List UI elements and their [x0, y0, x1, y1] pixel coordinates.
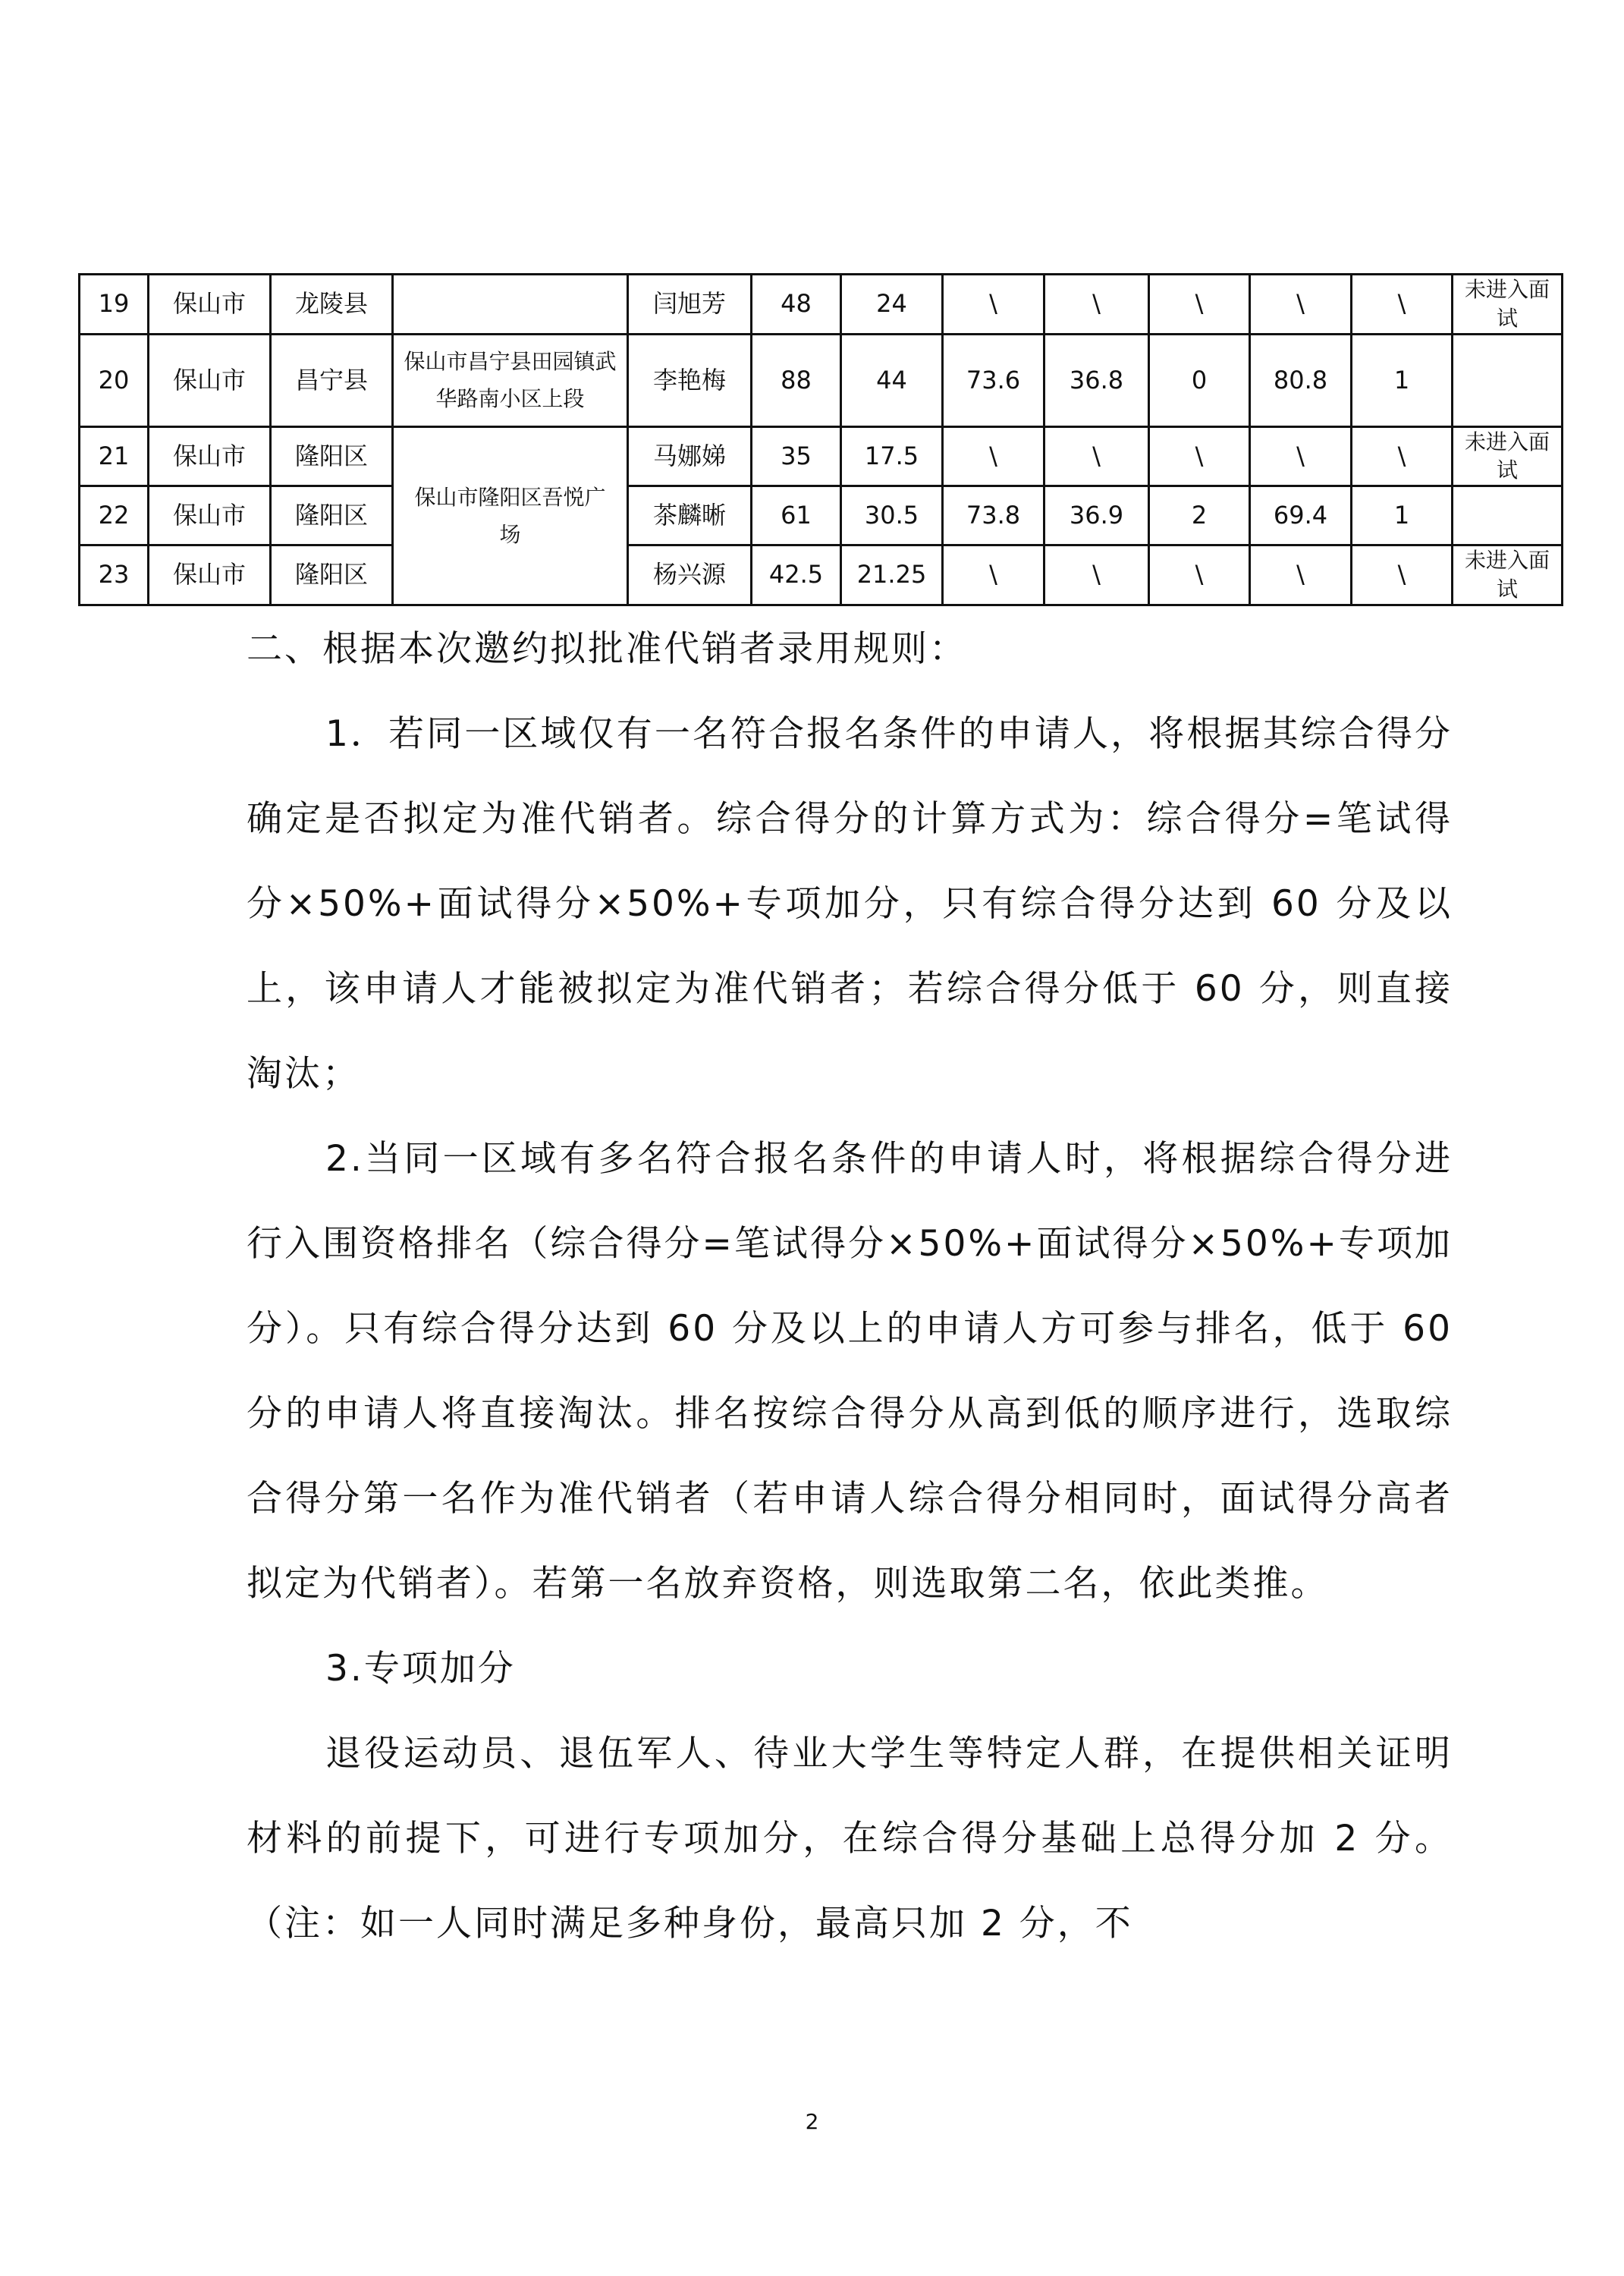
cell-total: \ [1250, 545, 1352, 605]
cell-no: 20 [80, 334, 149, 426]
cell-bonus: \ [1149, 275, 1250, 335]
cell-written: 42.5 [752, 545, 841, 605]
cell-written: 88 [752, 334, 841, 426]
cell-written: 35 [752, 426, 841, 486]
cell-remark: 未进入面试 [1453, 426, 1563, 486]
cell-no: 22 [80, 486, 149, 545]
cell-city: 保山市 [149, 486, 271, 545]
cell-address: 保山市昌宁县田园镇武华路南小区上段 [393, 334, 628, 426]
cell-written-50: 17.5 [841, 426, 943, 486]
cell-remark: 未进入面试 [1453, 275, 1563, 335]
cell-no: 21 [80, 426, 149, 486]
cell-total: \ [1250, 275, 1352, 335]
cell-written: 61 [752, 486, 841, 545]
cell-bonus: 2 [1149, 486, 1250, 545]
cell-written-50: 24 [841, 275, 943, 335]
table-row [80, 486, 1563, 545]
document-body [247, 607, 1453, 1966]
cell-written: 48 [752, 275, 841, 335]
cell-county: 隆阳区 [271, 426, 393, 486]
page-number: 2 [805, 2109, 819, 2134]
cell-interview: \ [943, 275, 1044, 335]
table-row [80, 275, 1563, 335]
table-row [80, 545, 1563, 605]
cell-name: 茶麟晰 [628, 486, 752, 545]
cell-county: 隆阳区 [271, 545, 393, 605]
cell-rank: \ [1352, 275, 1453, 335]
rule-3-title: 3.专项加分 [325, 1648, 516, 1690]
rule-paragraph-2: 2.当同一区域有多名符合报名条件的申请人时，将根据综合得分进行入围资格排名（综合得分=笔试得分×50%+面试得分×50%+专项加分）。只有综合得分达到 60 分及以上的申请人方可参与排名，低于 60 分的申请人将直接淘汰。排名按综合得分从高到低的顺序进行，选取综合得分第一名作为准代销者（若申请人综合得分相同时，面试得分高者拟定为代销者）。若第一名放弃资格，则选取第二名，依此类推。 [247, 1138, 1453, 1605]
cell-no: 19 [80, 275, 149, 335]
cell-interview-50: 36.9 [1044, 486, 1149, 545]
section-heading: 二、根据本次邀约拟批准代销者录用规则： [247, 628, 967, 670]
cell-bonus: \ [1149, 545, 1250, 605]
cell-written-50: 21.25 [841, 545, 943, 605]
cell-interview-50: \ [1044, 275, 1149, 335]
rule-paragraph-3: 退役运动员、退伍军人、待业大学生等特定人群，在提供相关证明材料的前提下，可进行专项加分，在综合得分基础上总得分加 2 分。（注：如一人同时满足多种身份，最高只加 2 分，不 [247, 1733, 1453, 1944]
cell-bonus: \ [1149, 426, 1250, 486]
results-table [78, 273, 1563, 606]
cell-name: 马娜娣 [628, 426, 752, 486]
cell-county: 隆阳区 [271, 486, 393, 545]
cell-remark [1453, 486, 1563, 545]
cell-name: 杨兴源 [628, 545, 752, 605]
cell-written-50: 44 [841, 334, 943, 426]
cell-remark: 未进入面试 [1453, 545, 1563, 605]
cell-rank: 1 [1352, 334, 1453, 426]
cell-county: 昌宁县 [271, 334, 393, 426]
cell-rank: \ [1352, 545, 1453, 605]
cell-city: 保山市 [149, 275, 271, 335]
cell-city: 保山市 [149, 545, 271, 605]
cell-bonus: 0 [1149, 334, 1250, 426]
cell-name: 闫旭芳 [628, 275, 752, 335]
rule-paragraph-1: 1．若同一区域仅有一名符合报名条件的申请人，将根据其综合得分确定是否拟定为准代销者。综合得分的计算方式为：综合得分=笔试得分×50%+面试得分×50%+专项加分，只有综合得分达到 60 分及以上，该申请人才能被拟定为准代销者；若综合得分低于 60 分，则直接淘汰； [247, 713, 1453, 1095]
cell-interview-50: \ [1044, 545, 1149, 605]
cell-county: 龙陵县 [271, 275, 393, 335]
cell-interview-50: \ [1044, 426, 1149, 486]
cell-interview: 73.8 [943, 486, 1044, 545]
cell-interview-50: 36.8 [1044, 334, 1149, 426]
cell-interview: \ [943, 545, 1044, 605]
cell-total: 80.8 [1250, 334, 1352, 426]
cell-rank: \ [1352, 426, 1453, 486]
cell-name: 李艳梅 [628, 334, 752, 426]
cell-written-50: 30.5 [841, 486, 943, 545]
cell-city: 保山市 [149, 426, 271, 486]
cell-total: 69.4 [1250, 486, 1352, 545]
cell-city: 保山市 [149, 334, 271, 426]
cell-rank: 1 [1352, 486, 1453, 545]
cell-address [393, 275, 628, 335]
cell-interview: \ [943, 426, 1044, 486]
table-row [80, 426, 1563, 486]
table-row [80, 334, 1563, 426]
cell-remark [1453, 334, 1563, 426]
cell-address: 保山市隆阳区吾悦广场 [393, 426, 628, 605]
cell-total: \ [1250, 426, 1352, 486]
cell-interview: 73.6 [943, 334, 1044, 426]
cell-no: 23 [80, 545, 149, 605]
